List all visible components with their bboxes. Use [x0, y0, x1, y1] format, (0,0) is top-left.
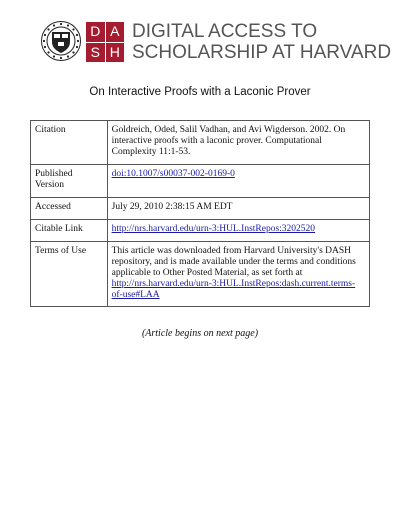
terms-link[interactable]: http://nrs.harvard.edu/urn-3:HUL.InstRepos:dash.current.terms-of-use#LAA — [111, 279, 356, 300]
table-row — [31, 121, 370, 165]
dash-logo-letter: H — [106, 43, 125, 63]
table-row — [31, 242, 370, 307]
metadata-table — [30, 120, 370, 307]
brand-line-1: DIGITAL ACCESS TO — [132, 21, 318, 42]
row-label-citation: Citation — [31, 121, 108, 165]
brand-name — [132, 21, 392, 63]
dash-logo — [86, 22, 124, 62]
row-label-citable-link: Citable Link — [31, 220, 108, 242]
terms-text: This article was downloaded from Harvard University's DASH repository, and is made available under the terms and conditions applicable to Other Posted Material, as set forth at — [111, 246, 356, 278]
row-value-terms-of-use — [107, 242, 369, 307]
harvard-seal-icon — [40, 20, 82, 62]
citable-link[interactable]: http://nrs.harvard.edu/urn-3:HUL.InstRepos:3202520 — [111, 224, 316, 234]
dash-logo-letter: A — [106, 22, 125, 42]
table-row — [31, 165, 370, 198]
article-begins-note: (Article begins on next page) — [141, 328, 259, 339]
row-label-terms-of-use: Terms of Use — [31, 242, 108, 307]
table-row — [31, 198, 370, 220]
article-title: On Interactive Proofs with a Laconic Prover — [89, 86, 311, 98]
row-label-accessed: Accessed — [31, 198, 108, 220]
row-value-citation: Goldreich, Oded, Salil Vadhan, and Avi Wigderson. 2002. On interactive proofs with a laconic prover. Computational Complexity 11:1-53. — [107, 121, 369, 165]
dash-header — [40, 20, 392, 68]
brand-line-2: SCHOLARSHIP AT HARVARD — [132, 42, 392, 63]
doi-link[interactable]: doi:10.1007/s00037-002-0169-0 — [111, 169, 235, 179]
row-value-accessed: July 29, 2010 2:38:15 AM EDT — [107, 198, 369, 220]
dash-logo-letter: S — [86, 43, 105, 63]
dash-logo-letter: D — [86, 22, 105, 42]
row-label-published-version: Published Version — [31, 165, 108, 198]
row-value-citable-link — [107, 220, 369, 242]
row-value-published-version — [107, 165, 369, 198]
table-row — [31, 220, 370, 242]
